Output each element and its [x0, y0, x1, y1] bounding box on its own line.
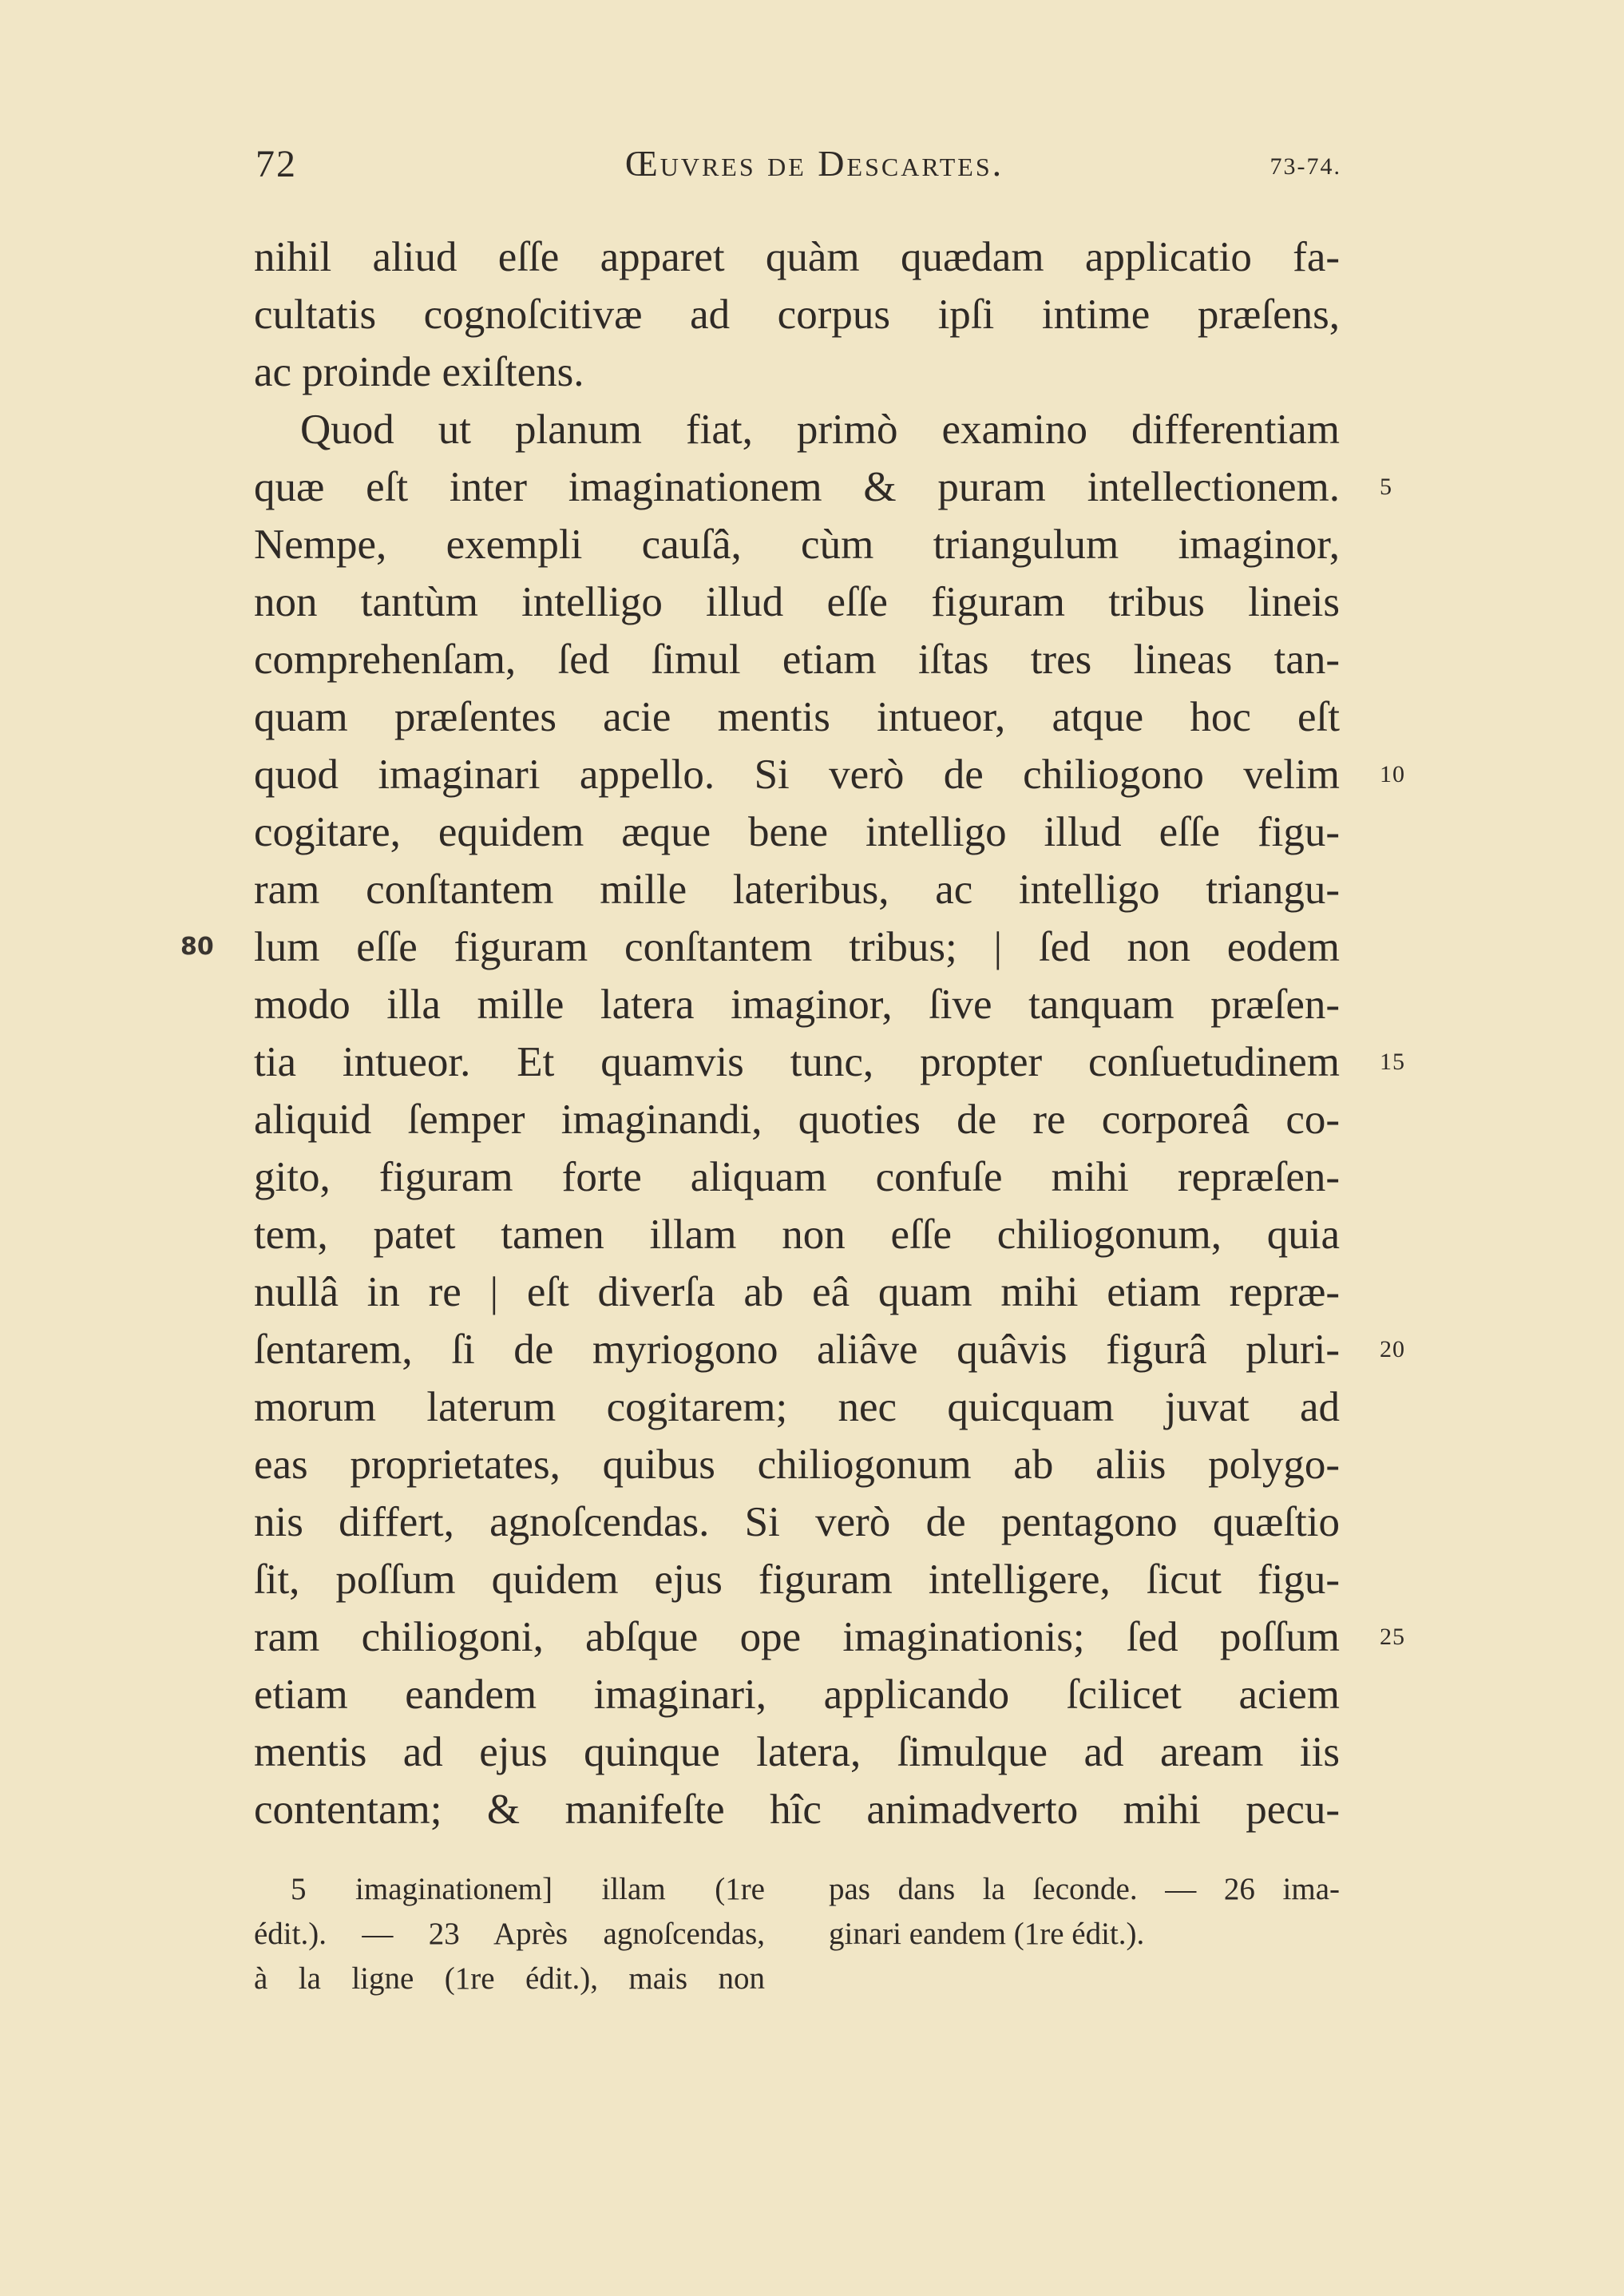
line-number-marker: 5: [1380, 474, 1392, 500]
text-line: aliquid ſemper imaginandi, quoties de re corporeâ co-: [254, 1096, 1340, 1143]
footnote-line: pas dans la ſeconde. — 26 ima-: [829, 1872, 1340, 1906]
margin-page-reference: 80: [180, 933, 214, 961]
text-line: contentam; & manifeſte hîc animadverto mihi pecu-: [254, 1786, 1340, 1833]
page-range: 73-74.: [1269, 153, 1341, 180]
text-line: etiam eandem imaginari, applicando ſcilicet aciem: [254, 1671, 1340, 1718]
text-line: tem, patet tamen illam non eſſe chiliogonum, quia: [254, 1211, 1340, 1258]
text-line: ac proinde exiſtens.: [254, 349, 584, 395]
line-number-marker: 15: [1380, 1049, 1405, 1075]
text-line: ram chiliogoni, abſque ope imaginationis; ſed poſſum 25: [254, 1608, 1340, 1666]
text-line: morum laterum cogitarem; nec quicquam juvat ad: [254, 1384, 1340, 1430]
text-line: 80 lum eſſe figuram conſtantem tribus; | ſed non eodem: [254, 918, 1340, 976]
text-line: nullâ in re | eſt diverſa ab eâ quam mihi etiam repræ-: [254, 1269, 1340, 1315]
footnote-line: ginari eandem (1re édit.).: [829, 1917, 1145, 1951]
text-line: Nempe, exempli cauſâ, cùm triangulum imaginor,: [254, 521, 1340, 568]
text-line: mentis ad ejus quinque latera, ſimulque ad aream iis: [254, 1729, 1340, 1775]
footnotes: [254, 1867, 1340, 2027]
text-line: cogitare, equidem æque bene intelligo illud eſſe figu-: [254, 809, 1340, 855]
text-line: eas proprietates, quibus chiliogonum ab aliis polygo-: [254, 1441, 1340, 1488]
footnote-column-left: [254, 1867, 765, 2001]
running-title: Œuvres de Descartes.: [624, 143, 1004, 184]
text-line: quam præſentes acie mentis intueor, atque hoc eſt: [254, 694, 1340, 740]
text-line: comprehenſam, ſed ſimul etiam iſtas tres lineas tan-: [254, 636, 1340, 683]
line-number-marker: 10: [1380, 761, 1405, 787]
text-line: ſentarem, ſi de myriogono aliâve quâvis figurâ pluri- 20: [254, 1321, 1340, 1378]
line-number-marker: 20: [1380, 1336, 1405, 1362]
text-line: modo illa mille latera imaginor, ſive tanquam præſen-: [254, 981, 1340, 1028]
text-line: nihil aliud eſſe apparet quàm quædam applicatio fa-: [254, 234, 1340, 280]
text-line: nis differt, agnoſcendas. Si verò de pentagono quæſtio: [254, 1499, 1340, 1545]
main-text: [180, 228, 1405, 1838]
footnote-line: édit.). — 23 Après agnoſcendas,: [254, 1917, 765, 1951]
text-line: quæ eſt inter imaginationem & puram intellectionem. 5: [254, 458, 1340, 516]
text-line: Quod ut planum fiat, primò examino differentiam: [300, 406, 1340, 453]
footnote-line: à la ligne (1re édit.), mais non: [254, 1961, 765, 1996]
page-number: 72: [255, 143, 297, 185]
line-number-marker: 25: [1380, 1624, 1405, 1650]
text-line: cultatis cognoſcitivæ ad corpus ipſi intime præſens,: [254, 291, 1340, 338]
text-line: ſit, poſſum quidem ejus figuram intelligere, ſicut figu-: [254, 1556, 1340, 1603]
text-line: ram conſtantem mille lateribus, ac intelligo triangu-: [254, 866, 1340, 913]
text-line: non tantùm intelligo illud eſſe figuram tribus lineis: [254, 579, 1340, 625]
text-line: quod imaginari appello. Si verò de chiliogono velim 10: [254, 746, 1340, 803]
footnote-column-right: [829, 1867, 1340, 1957]
text-line: gito, figuram forte aliquam confuſe mihi repræſen-: [254, 1154, 1340, 1200]
text-line: tia intueor. Et quamvis tunc, propter conſuetudinem 15: [254, 1033, 1340, 1091]
footnote-line: 5 imaginationem] illam (1re: [291, 1872, 765, 1906]
running-header: [255, 142, 1341, 198]
